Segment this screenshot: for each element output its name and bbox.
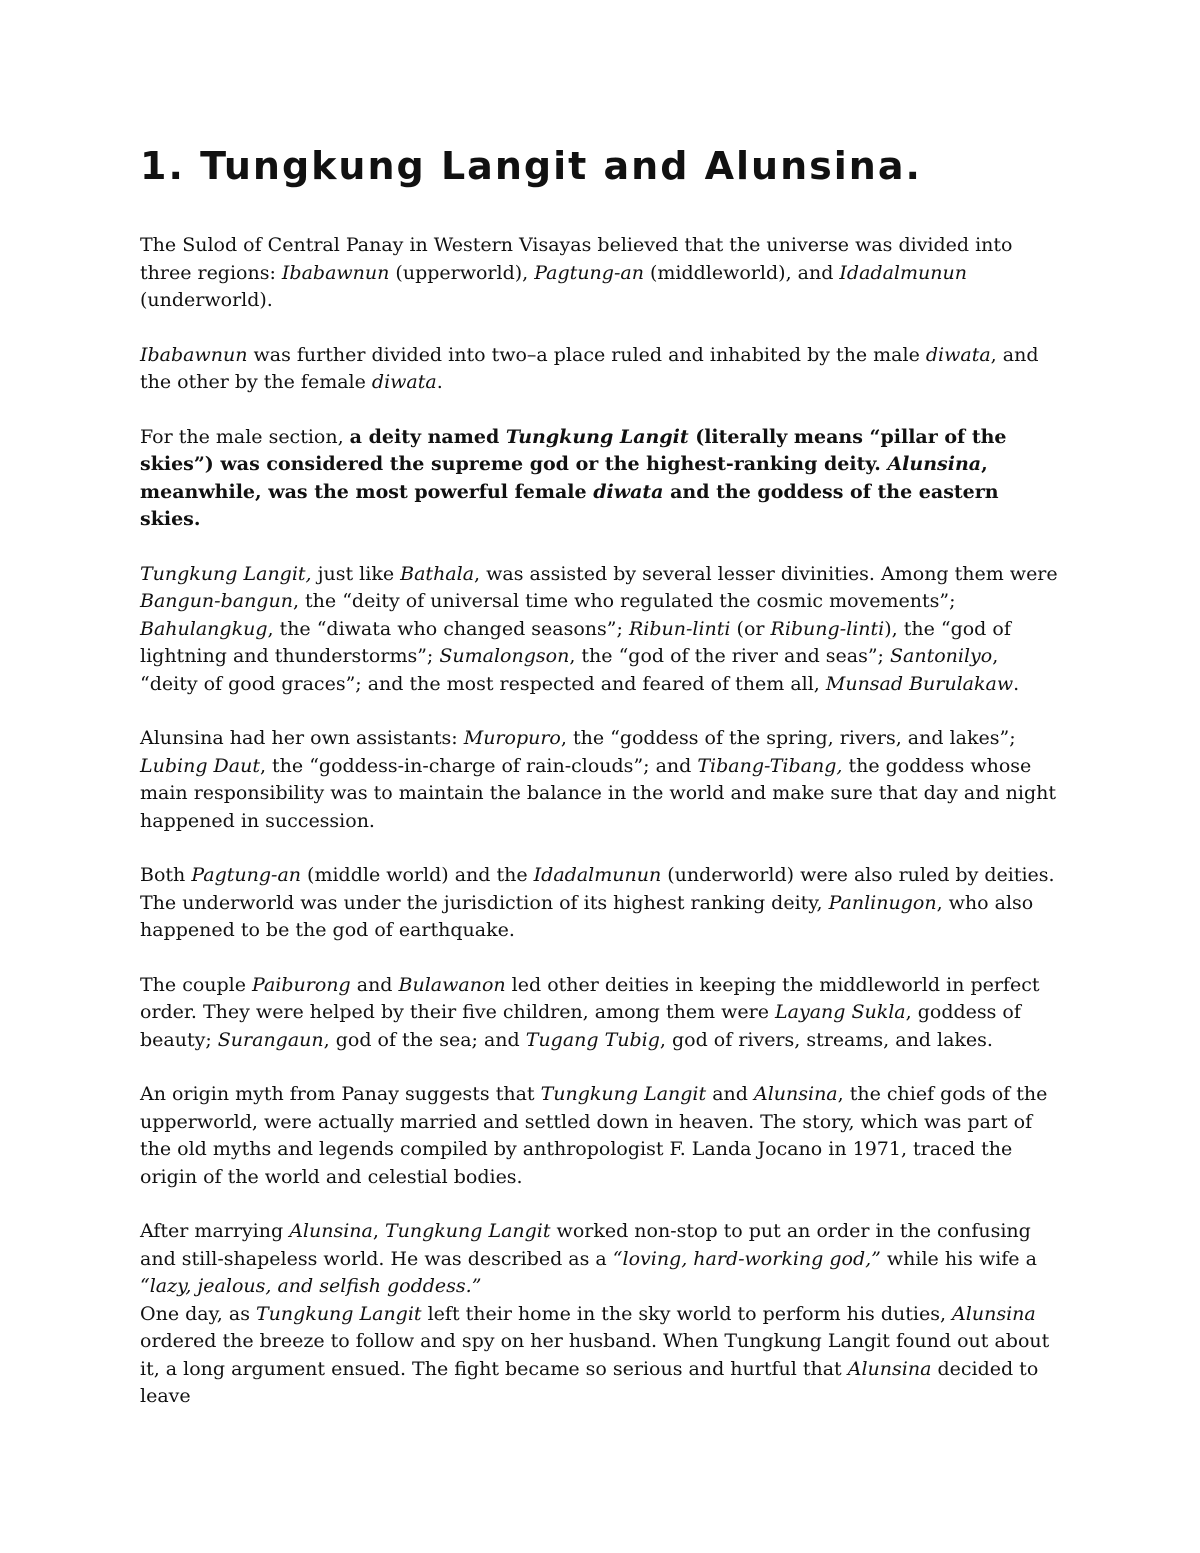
text-run: , was assisted by several lesser divinities. Among them were — [474, 562, 1058, 585]
text-run: Panlinugon — [828, 891, 937, 914]
text-run: , god of the sea; and — [323, 1028, 526, 1051]
body-paragraph — [140, 1301, 1060, 1411]
text-run: “loving, hard-working god,” — [612, 1247, 881, 1270]
paragraph-list — [140, 232, 1060, 1411]
text-run: diwata — [593, 480, 664, 503]
text-run: , the “diwata who changed seasons”; — [267, 617, 629, 640]
body-paragraph — [140, 561, 1060, 699]
text-run: , the “goddess-in-charge of rain-clouds”; and — [259, 754, 698, 777]
text-run: The couple — [140, 973, 253, 996]
text-run: worked non-stop to put an order in the confusing and still-shapeless world. He was described as a — [140, 1220, 1031, 1270]
text-run: “lazy, jealous, and selfish goddess.” — [140, 1275, 482, 1297]
text-run: Both — [140, 864, 192, 886]
text-run: Alunsina — [952, 1302, 1036, 1325]
text-run: , goddess of beauty; — [140, 1001, 1021, 1051]
text-run: , the chief gods of the upperworld, were actually married and settled down in heaven. The story, which was part of the old myths and legends compiled by anthropologist F. Landa Jocano in 1971, traced the origin of the world and celestial bodies. — [140, 1083, 1048, 1188]
text-run: Idadalmunun — [839, 261, 967, 284]
text-run: Muropuro — [463, 727, 561, 749]
text-run: The Sulod of Central Panay in Western Visayas believed that the universe was divided into three regions: — [140, 234, 1013, 284]
text-run: (or — [730, 617, 771, 640]
text-run: Bathala — [400, 562, 475, 585]
text-run: . — [436, 371, 443, 393]
text-run: was further divided into two–a place ruled and inhabited by the male — [247, 343, 926, 366]
text-run: Tungkung Langit, — [140, 562, 312, 585]
text-run: Tungkung Langit — [540, 1083, 707, 1105]
text-run: Alunsina — [289, 1220, 373, 1242]
text-run: ordered the breeze to follow and spy on her husband. When Tungkung Langit found out about it, a long argument ensued. The fight became so serious and hurtful that — [140, 1330, 1050, 1380]
text-run: Lubing Daut — [140, 754, 260, 777]
text-run: Alunsina — [887, 453, 982, 475]
document-title: 1. Tungkung Langit and Alunsina. — [140, 144, 922, 188]
text-run: , the “god of the river and seas”; — [569, 645, 890, 667]
body-paragraph — [140, 424, 1060, 534]
document-body — [140, 140, 1060, 1438]
text-run: One day, as — [140, 1302, 256, 1325]
text-run: ), the “god of lightning and thunderstorms”; — [140, 617, 1011, 667]
text-run: Santonilyo — [890, 645, 993, 667]
text-run: Bulawanon — [398, 973, 506, 996]
text-run: Ibabawnun — [140, 343, 248, 366]
text-run: Ibabawnun — [281, 261, 390, 284]
text-run: After marrying — [140, 1220, 290, 1242]
text-run: Paiburong — [252, 973, 351, 996]
text-run: (middle world) and the — [301, 864, 534, 886]
text-run: while his wife a — [880, 1247, 1037, 1270]
text-run: , the “goddess of the spring, rivers, and lakes”; — [560, 727, 1016, 749]
text-run: Tungkung Langit — [256, 1302, 422, 1325]
text-run: , the “deity of universal time who regulated the cosmic movements”; — [292, 590, 956, 612]
text-run: Layang Sukla — [775, 1001, 906, 1023]
text-run: , meanwhile, was the most powerful female — [140, 453, 988, 503]
text-run: Tugang Tubig — [525, 1028, 660, 1051]
text-run: , — [372, 1220, 385, 1242]
text-run: Bangun-bangun — [140, 590, 293, 612]
text-run: led other deities in keeping the middleworld in perfect order. They were helped by their five children, among them were — [140, 973, 1040, 1023]
text-run: Sumalongson — [439, 645, 570, 667]
text-run: An origin myth from Panay suggests that — [140, 1083, 541, 1105]
text-run: For the male section, — [140, 425, 350, 448]
text-run: diwata — [371, 371, 437, 393]
text-run: Idadalmunun — [533, 864, 662, 886]
text-run: (underworld). — [140, 289, 273, 311]
text-run: Alunsina — [847, 1357, 932, 1380]
text-run: , and the other by the female — [140, 343, 1039, 393]
text-run: Ribung-linti — [770, 617, 885, 640]
text-run: diwata — [925, 343, 991, 366]
text-run: (literally means “pillar of the skies”) was considered the supreme god or the highest-ranking deity. — [140, 425, 1007, 475]
text-run: Pagtung-an — [191, 864, 302, 886]
text-run: decided to leave — [140, 1357, 1039, 1407]
text-run: (middleworld), and — [643, 261, 840, 284]
body-paragraph — [140, 972, 1060, 1055]
text-run: , who also happened to be the god of earthquake. — [140, 891, 1034, 941]
text-run: . — [1013, 672, 1020, 695]
text-run: left their home in the sky world to perform his duties, — [421, 1302, 953, 1325]
text-run: Pagtung-an — [534, 261, 644, 284]
text-run: Munsad Burulakaw — [825, 672, 1014, 695]
text-run: Bahulangkug — [140, 617, 268, 640]
text-run: Alunsina had her own assistants: — [140, 727, 464, 749]
body-paragraph — [140, 1081, 1060, 1191]
text-run: the goddess whose main responsibility was to maintain the balance in the world and make sure that day and night happened in succession. — [140, 754, 1057, 832]
text-run: just like — [311, 562, 401, 585]
text-run: Surangaun — [217, 1028, 324, 1051]
text-run: Tibang-Tibang, — [697, 754, 843, 777]
text-run: Ribun-linti — [628, 617, 731, 640]
text-run: (upperworld), — [389, 261, 535, 284]
text-run: a deity named — [349, 425, 506, 448]
text-run: , “deity of good graces”; and the most respected and feared of them all, — [140, 645, 999, 695]
text-run: and the goddess of the eastern skies. — [140, 480, 999, 530]
body-paragraph — [140, 725, 1060, 835]
text-run: (underworld) were also ruled by deities. The underworld was under the jurisdiction of its highest ranking deity, — [140, 864, 1055, 914]
text-run: and — [706, 1083, 754, 1105]
text-run: and — [350, 973, 399, 996]
text-run: , god of rivers, streams, and lakes. — [659, 1028, 993, 1051]
body-paragraph — [140, 342, 1060, 397]
text-run: Alunsina — [753, 1083, 838, 1105]
body-paragraph — [140, 232, 1060, 315]
text-run: Tungkung Langit — [505, 425, 689, 448]
body-paragraph — [140, 1218, 1060, 1301]
text-run: Tungkung Langit — [384, 1220, 551, 1242]
body-paragraph — [140, 862, 1060, 945]
